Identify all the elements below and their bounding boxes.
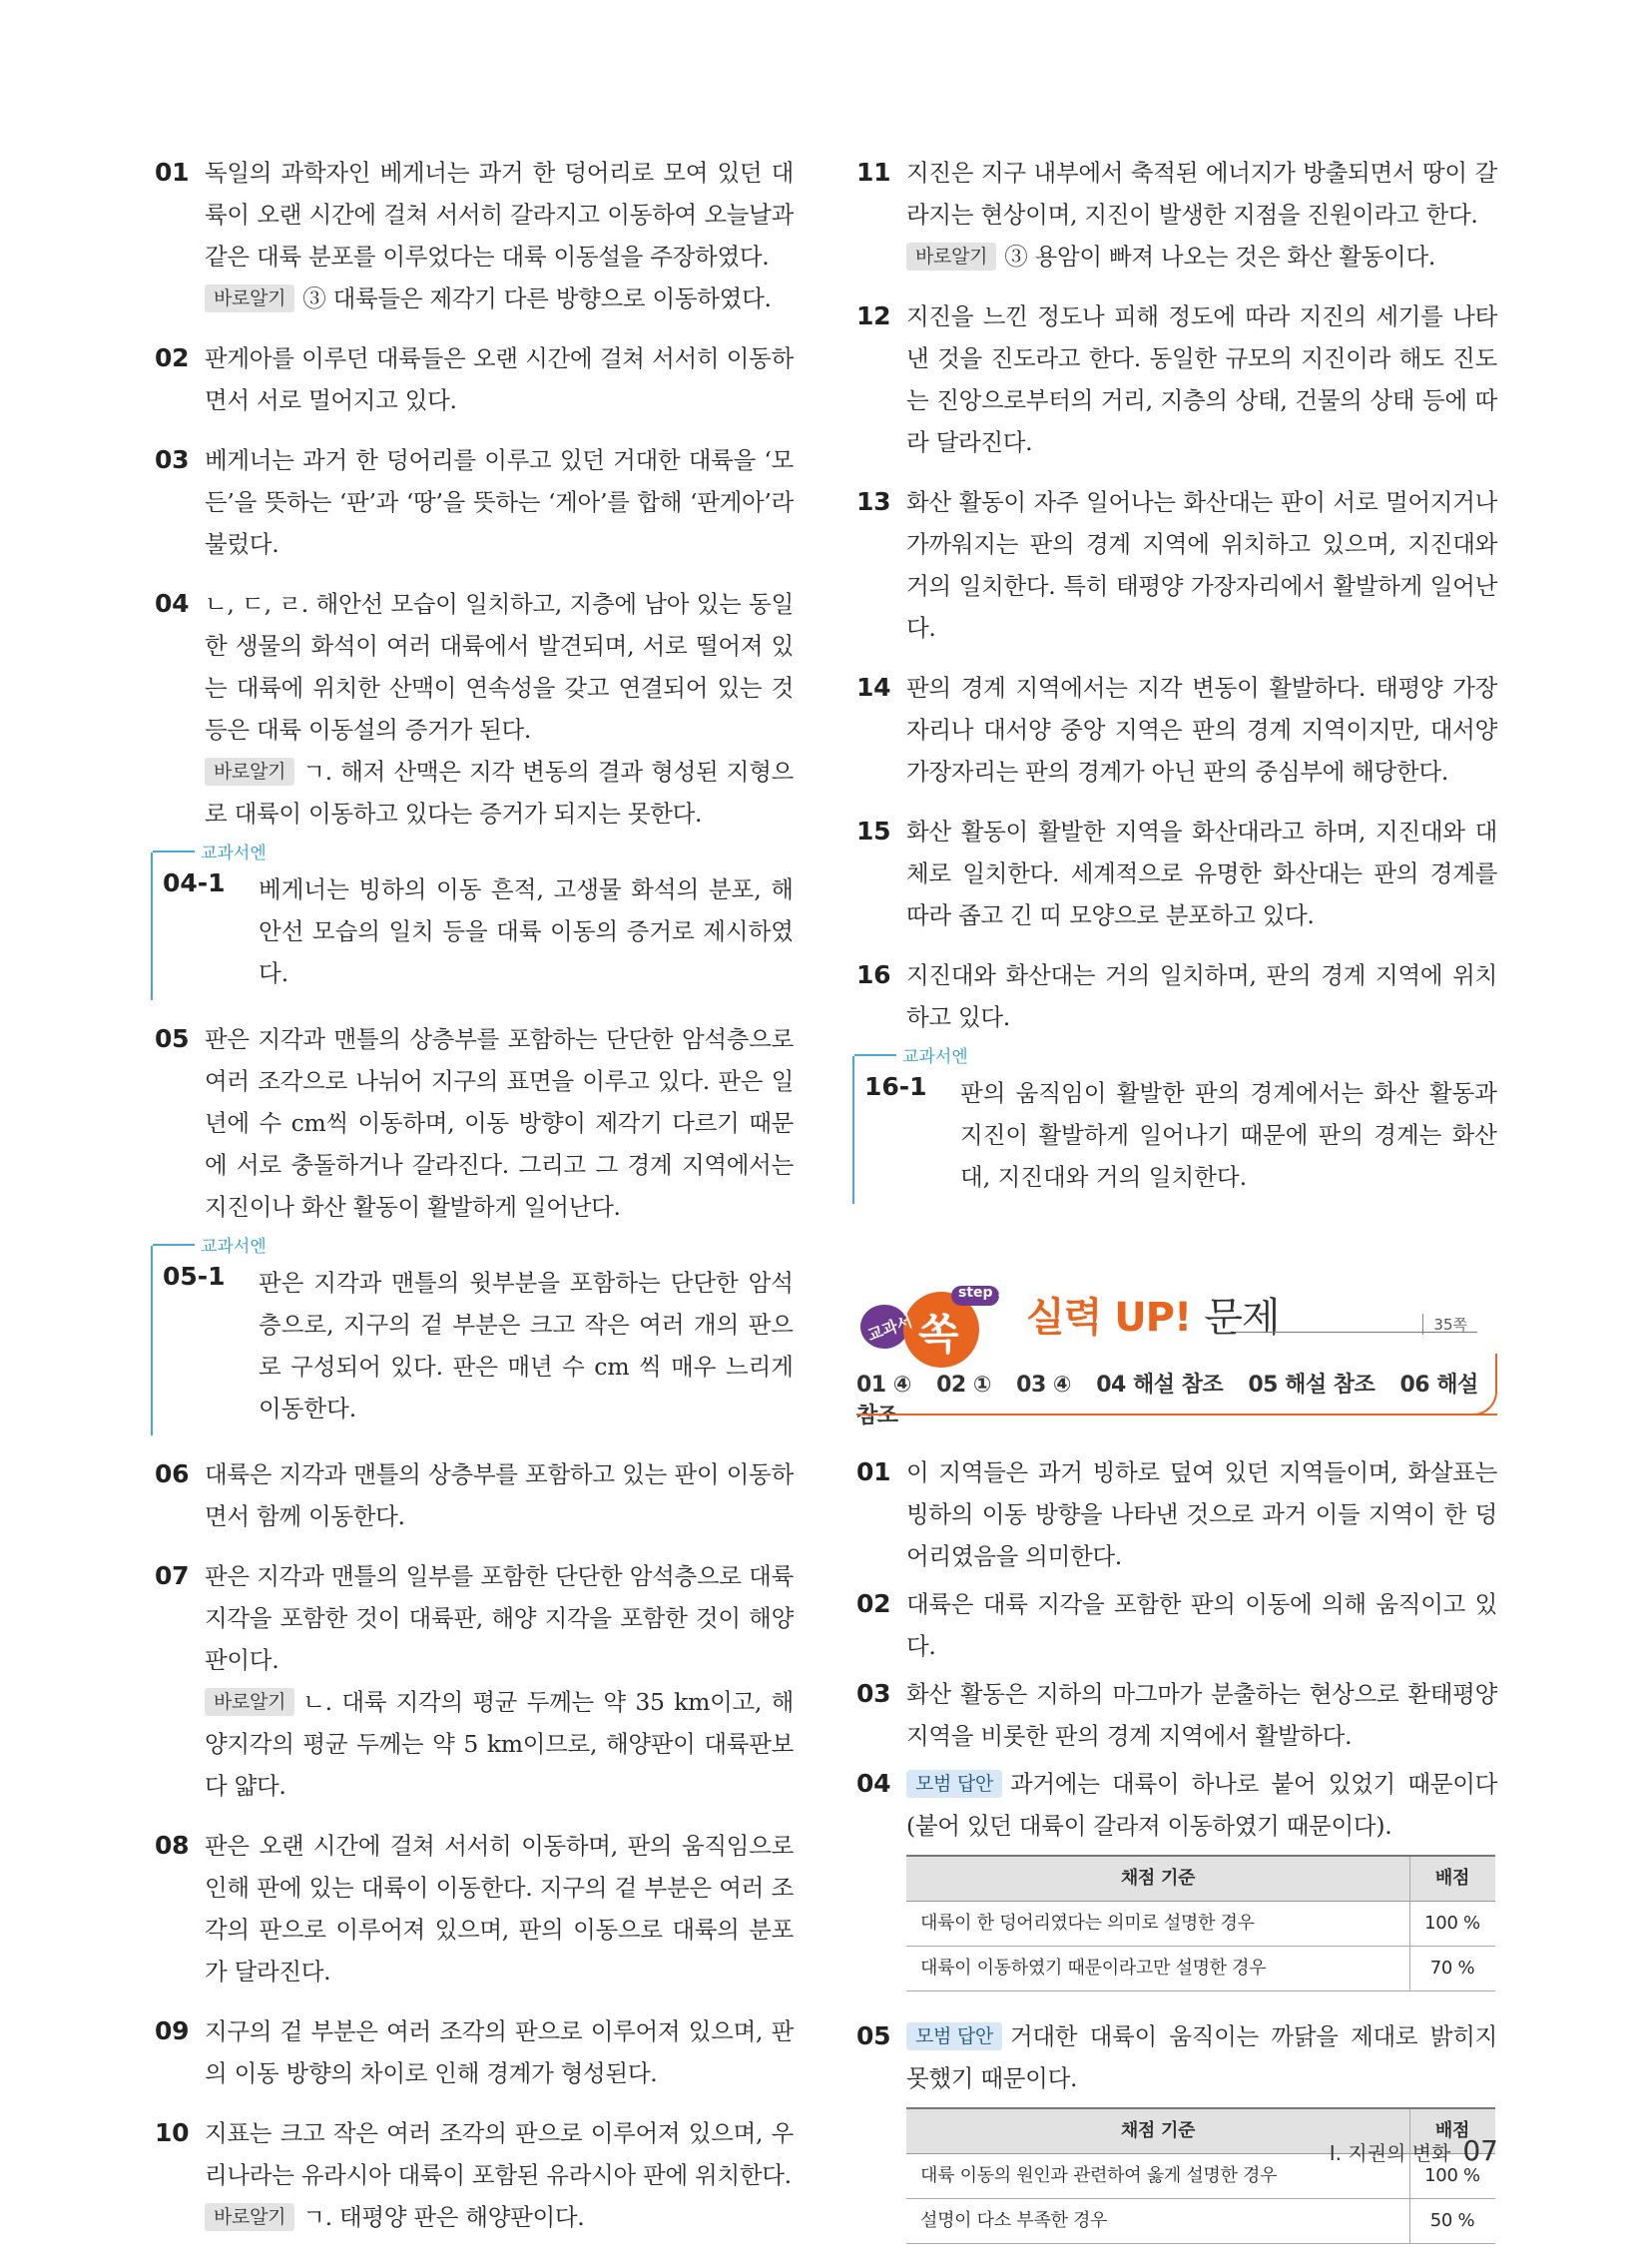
- answer-item-07: [155, 1555, 794, 1807]
- item-text: 판의 움직임이 활발한 판의 경계에서는 화산 활동과 지진이 활발하게 일어나기 때문에 판의 경계는 화산대, 지진대와 거의 일치한다.: [960, 1079, 1497, 1191]
- item-text: 판은 지각과 맨틀의 일부를 포함한 단단한 암석층으로 대륙지각을 포함한 것이 대륙판, 해양 지각을 포함한 것이 해양판이다.: [205, 1562, 794, 1674]
- answer-item-09: [155, 2010, 794, 2094]
- page-number: 07: [1462, 2134, 1498, 2167]
- right-column: [856, 152, 1497, 2268]
- answer-item-06: [155, 1453, 794, 1537]
- answer-item-08: [155, 1825, 794, 1992]
- correction-note: 바로알기 ㄱ. 태평양 판은 해양판이다.: [205, 2196, 794, 2238]
- item-number: 04: [155, 589, 190, 618]
- answer-item-01: [155, 152, 794, 319]
- answer-item-14: [856, 667, 1497, 793]
- left-column: [155, 152, 794, 2256]
- item-number: 08: [155, 1831, 190, 1860]
- step-item-01: [856, 1451, 1497, 1577]
- quick-answers: [856, 1368, 1497, 1429]
- scoring-table: 채점 기준 배점 대륙이 한 덩어리였다는 의미로 설명한 경우 100 % 대륙이 이동하였기 때문이라고만 설명한 경우 70 %: [906, 1855, 1495, 1991]
- step-item-05: [856, 2015, 1497, 2244]
- item-text: 모범 답안 과거에는 대륙이 하나로 붙어 있었기 때문이다(붙어 있던 대륙이 갈라져 이동하였기 때문이다).: [906, 1770, 1497, 1840]
- item-number: 15: [856, 817, 891, 846]
- item-number: 05: [155, 1024, 190, 1053]
- correction-badge: 바로알기: [906, 243, 996, 271]
- item-number: 06: [155, 1459, 190, 1488]
- item-number: 07: [155, 1561, 190, 1590]
- item-number: 12: [856, 301, 891, 330]
- item-text: 대륙은 대륙 지각을 포함한 판의 이동에 의해 움직이고 있다.: [906, 1590, 1497, 1660]
- answer-item-12: [856, 295, 1497, 463]
- textbook-tag: 교과서엔: [854, 1042, 968, 1067]
- correction-badge: 바로알기: [205, 758, 294, 786]
- item-text: 판은 지각과 맨틀의 윗부분을 포함하는 단단한 암석층으로, 지구의 겉 부분은 크고 작은 여러 개의 판으로 구성되어 있다. 판은 매년 수 cm 씩 매우 느리게 이동한다.: [259, 1269, 794, 1422]
- scoring-table: 채점 기준 배점 대륙 이동의 원인과 관련하여 옳게 설명한 경우 100 % 설명이 다소 부족한 경우 50 %: [906, 2107, 1495, 2244]
- item-number: 01: [155, 158, 190, 187]
- model-answer-badge: 모범 답안: [906, 1770, 1002, 1798]
- answer-item-10: [155, 2112, 794, 2238]
- item-text: 판의 경계 지역에서는 지각 변동이 활발하다. 태평양 가장자리나 대서양 중앙 지역은 판의 경계 지역이지만, 대서양 가장자리는 판의 경계가 아닌 판의 중심부에 해당한다.: [906, 674, 1497, 786]
- item-text: 지진은 지구 내부에서 축적된 에너지가 방출되면서 땅이 갈라지는 현상이며, 지진이 발생한 지점을 진원이라고 한다.: [906, 159, 1497, 229]
- textbook-extension-05-1: [151, 1237, 794, 1435]
- item-number: 11: [856, 158, 891, 187]
- answer-item-03: [155, 439, 794, 565]
- item-number: 03: [155, 445, 190, 474]
- item-text: 지진을 느낀 정도나 피해 정도에 따라 지진의 세기를 나타낸 것을 진도라고 한다. 동일한 규모의 지진이라 해도 진도는 진앙으로부터의 거리, 지층의 상태, 건물의 상태 등에 따라 달라진다.: [906, 302, 1497, 456]
- item-number: 03: [856, 1679, 891, 1708]
- table-row: 설명이 다소 부족한 경우 50 %: [906, 2199, 1495, 2244]
- item-text: 화산 활동은 지하의 마그마가 분출하는 현상으로 환태평양 지역을 비롯한 판의 경계 지역에서 활발하다.: [906, 1680, 1497, 1750]
- model-answer-badge: 모범 답안: [906, 2022, 1002, 2050]
- step-item-02: [856, 1583, 1497, 1667]
- page-footer: [1330, 2134, 1498, 2167]
- correction-note: 바로알기 ㄱ. 해저 산맥은 지각 변동의 결과 형성된 지형으로 대륙이 이동하고 있다는 증거가 되지는 못한다.: [205, 758, 794, 828]
- textbook-tag: 교과서엔: [153, 1232, 267, 1257]
- quick-answer: 06 해설 참조: [856, 1373, 1478, 1428]
- table-row: 대륙이 이동하였기 때문이라고만 설명한 경우 70 %: [906, 1947, 1495, 1991]
- item-text: 모범 답안 거대한 대륙이 움직이는 까닭을 제대로 밝히지 못했기 때문이다.: [906, 2022, 1497, 2092]
- table-row: 대륙 이동의 원인과 관련하여 옳게 설명한 경우 100 %: [906, 2154, 1495, 2199]
- item-text: 판게아를 이루던 대륙들은 오랜 시간에 걸쳐 서서히 이동하면서 서로 멀어지고 있다.: [205, 344, 794, 414]
- answer-item-15: [856, 811, 1497, 936]
- section-title: 실력 UP! 문제: [1026, 1295, 1280, 1341]
- item-number: 10: [155, 2118, 190, 2147]
- answer-item-11: [856, 152, 1497, 278]
- correction-badge: 바로알기: [205, 1688, 294, 1716]
- brand-logo: 쏙: [918, 1310, 959, 1359]
- item-number: 05-1: [163, 1262, 226, 1291]
- item-text: 화산 활동이 자주 일어나는 화산대는 판이 서로 멀어지거나 가까워지는 판의 경계 지역에 위치하고 있으며, 지진대와 거의 일치한다. 특히 태평양 가장자리에서 활발하게 일어난다.: [906, 488, 1497, 642]
- answer-item-04: [155, 583, 794, 835]
- quick-answer: 02 ①: [936, 1373, 991, 1398]
- item-text: 이 지역들은 과거 빙하로 덮여 있던 지역들이며, 화살표는 빙하의 이동 방향을 나타낸 것으로 과거 이들 지역이 한 덩어리였음을 의미한다.: [906, 1458, 1497, 1570]
- item-text: 지구의 겉 부분은 여러 조각의 판으로 이루어져 있으며, 판의 이동 방향의 차이로 인해 경계가 형성된다.: [205, 2017, 794, 2087]
- item-number: 14: [856, 673, 891, 702]
- answer-item-05: [155, 1018, 794, 1228]
- answer-item-13: [856, 481, 1497, 649]
- correction-note: 바로알기 ㄴ. 대륙 지각의 평균 두께는 약 35 km이고, 해양지각의 평균 두께는 약 5 km이므로, 해양판이 대륙판보다 얇다.: [205, 1688, 794, 1800]
- item-text: 독일의 과학자인 베게너는 과거 한 덩어리로 모여 있던 대륙이 오랜 시간에 걸쳐 서서히 갈라지고 이동하여 오늘날과 같은 대륙 분포를 이루었다는 대륙 이동설을 주장하였다.: [205, 159, 794, 271]
- item-number: 04: [856, 1769, 891, 1798]
- correction-note: 바로알기 ③ 용암이 빠져 나오는 것은 화산 활동이다.: [906, 236, 1497, 278]
- item-text: 지표는 크고 작은 여러 조각의 판으로 이루어져 있으며, 우리나라는 유라시아 대륙이 포함된 유라시아 판에 위치한다.: [205, 2119, 794, 2189]
- brand-label: 교과서: [864, 1311, 915, 1346]
- quick-answer: 03 ④: [1016, 1373, 1072, 1398]
- step-label: step 3: [958, 1285, 1008, 1301]
- chapter-label: Ⅰ. 지권의 변화: [1329, 2141, 1451, 2165]
- step-item-04: [856, 1763, 1497, 1991]
- item-text: 지진대와 화산대는 거의 일치하며, 판의 경계 지역에 위치하고 있다.: [906, 961, 1497, 1031]
- item-text: 대륙은 지각과 맨틀의 상층부를 포함하고 있는 판이 이동하면서 함께 이동한다.: [205, 1460, 794, 1530]
- quick-answer: 04 해설 참조: [1096, 1373, 1224, 1398]
- item-text: ㄴ, ㄷ, ㄹ. 해안선 모습이 일치하고, 지층에 남아 있는 동일한 생물의 화석이 여러 대륙에서 발견되며, 서로 떨어져 있는 대륙에 위치한 산맥이 연속성을 갖고 연결되어 있는 것 등은 대륙 이동설의 증거가 된다.: [205, 590, 794, 744]
- quick-answer: 01 ④: [856, 1373, 911, 1398]
- quick-answer: 05 해설 참조: [1248, 1373, 1376, 1398]
- textbook-extension-04-1: [151, 844, 794, 1000]
- item-number: 16: [856, 960, 891, 989]
- item-number: 13: [856, 487, 891, 516]
- item-text: 판은 지각과 맨틀의 상층부를 포함하는 단단한 암석층으로 여러 조각으로 나뉘어 지구의 표면을 이루고 있다. 판은 일 년에 수 cm씩 이동하며, 이동 방향이 제각기 다르기 때문에 서로 충돌하거나 갈라진다. 그리고 그 경계 지역에서는 지진이나 화산 활동이 활발하게 일어난다.: [205, 1025, 794, 1221]
- item-number: 16-1: [864, 1072, 927, 1101]
- item-text: 판은 오랜 시간에 걸쳐 서서히 이동하며, 판의 움직임으로 인해 판에 있는 대륙이 이동한다. 지구의 겉 부분은 여러 조각의 판으로 이루어져 있으며, 판의 이동으로 대륙의 분포가 달라진다.: [205, 1832, 794, 1985]
- item-number: 04-1: [163, 868, 226, 897]
- item-number: 01: [856, 1457, 891, 1486]
- answer-item-02: [155, 337, 794, 421]
- textbook-tag: 교과서엔: [153, 839, 267, 863]
- correction-badge: 바로알기: [205, 284, 294, 312]
- page-reference: 35쪽: [1422, 1314, 1467, 1335]
- correction-badge: 바로알기: [205, 2203, 294, 2231]
- step-item-03: [856, 1673, 1497, 1757]
- item-number: 05: [856, 2021, 891, 2050]
- item-text: 베게너는 빙하의 이동 흔적, 고생물 화석의 분포, 해안선 모습의 일치 등을 대륙 이동의 증거로 제시하였다.: [259, 875, 794, 987]
- table-row: 대륙이 한 덩어리였다는 의미로 설명한 경우 100 %: [906, 1902, 1495, 1947]
- textbook-extension-16-1: [852, 1047, 1497, 1204]
- item-text: 베게너는 과거 한 덩어리를 이루고 있던 거대한 대륙을 ‘모든’을 뜻하는 ‘판’과 ‘땅’을 뜻하는 ‘게아’를 합해 ‘판게아’라 불렀다.: [205, 446, 794, 558]
- item-number: 02: [856, 1589, 891, 1618]
- answers-underline: [856, 1414, 1497, 1416]
- step3-banner: [856, 1264, 1497, 1428]
- answer-item-16: [856, 954, 1497, 1038]
- item-number: 09: [155, 2016, 190, 2045]
- item-number: 02: [155, 343, 190, 372]
- item-text: 화산 활동이 활발한 지역을 화산대라고 하며, 지진대와 대체로 일치한다. 세계적으로 유명한 화산대는 판의 경계를 따라 좁고 긴 띠 모양으로 분포하고 있다.: [906, 818, 1497, 929]
- correction-note: 바로알기 ③ 대륙들은 제각기 다른 방향으로 이동하였다.: [205, 278, 794, 319]
